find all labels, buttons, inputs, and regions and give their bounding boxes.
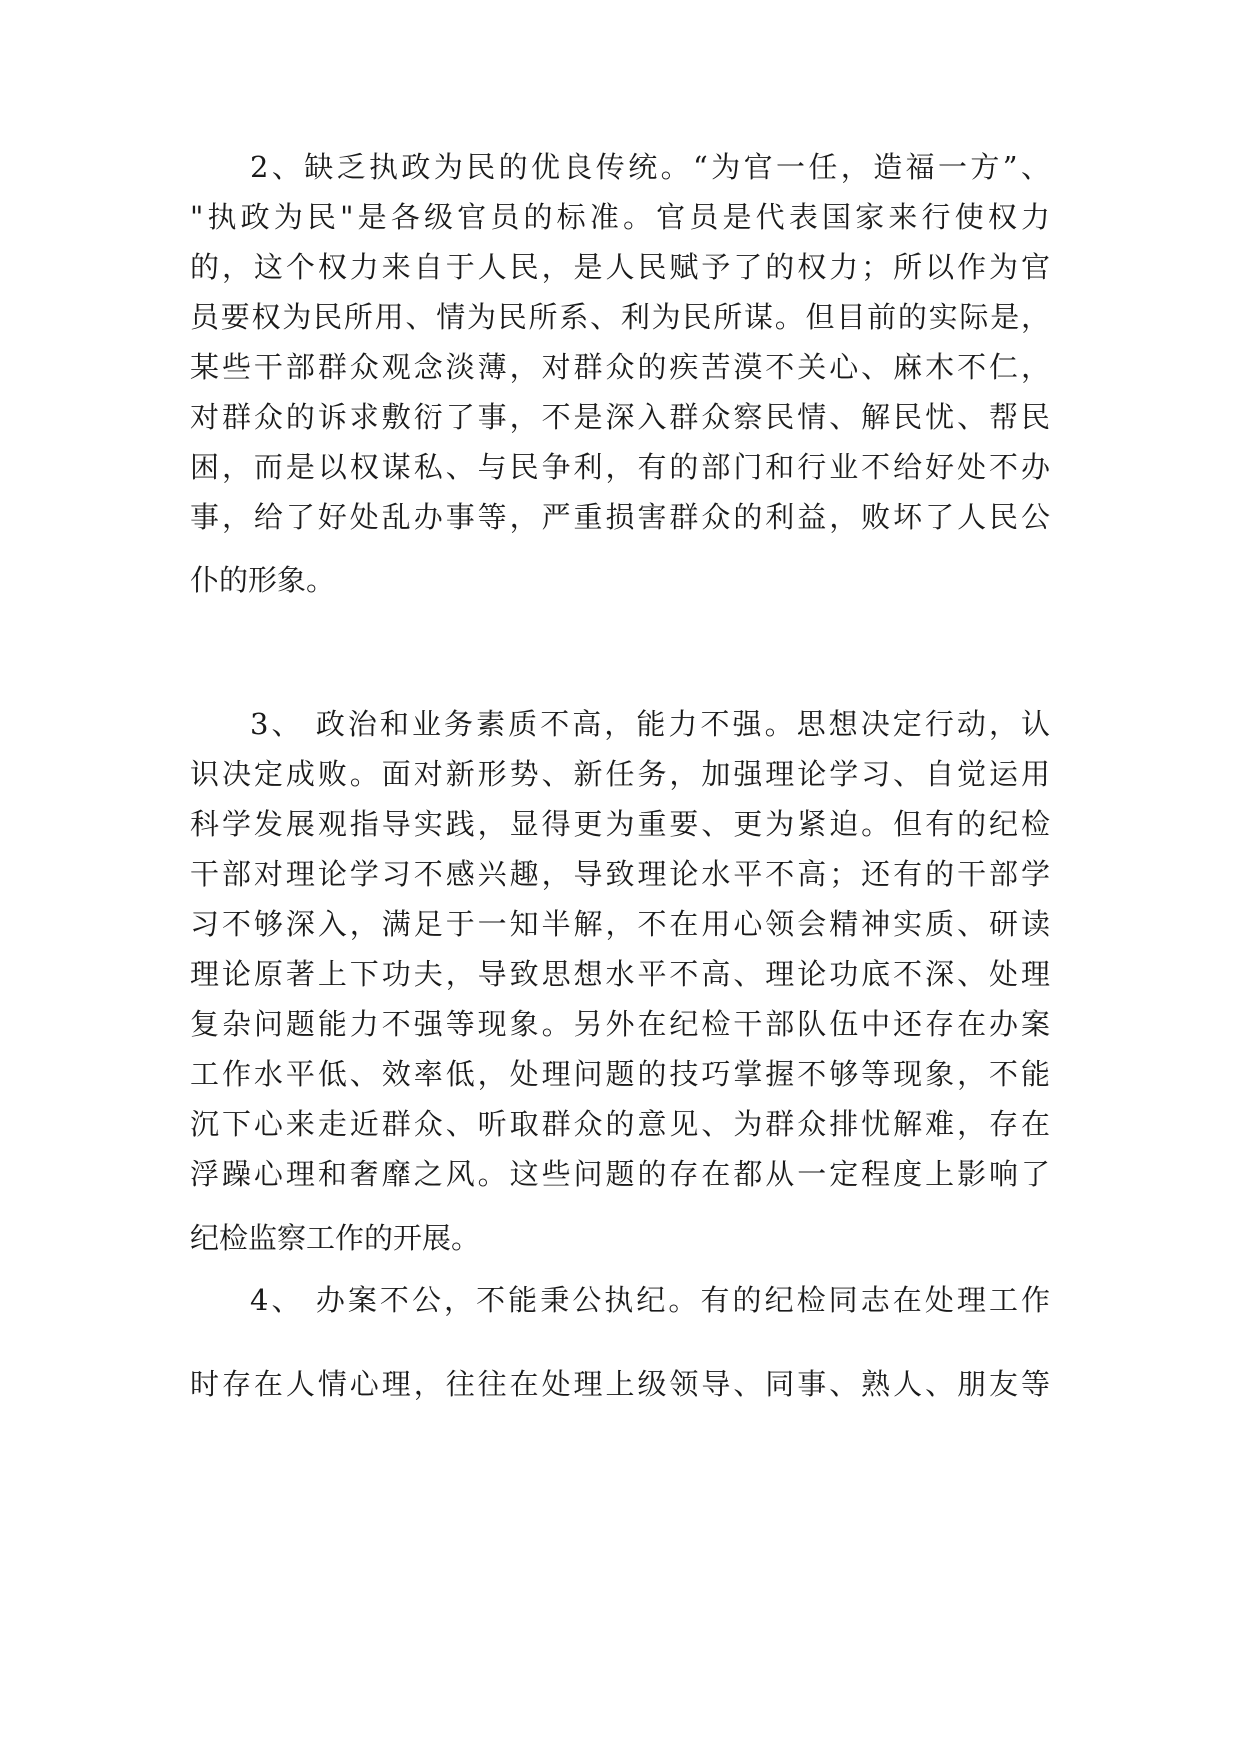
- paragraph-2-line-7: 困，而是以权谋私、与民争利，有的部门和行业不给好处不办: [190, 450, 1050, 484]
- paragraph-4-line-1: 4、 办案不公，不能秉公执纪。有的纪检同志在处理工作: [250, 1283, 1050, 1317]
- paragraph-3-line-3: 科学发展观指导实践，显得更为重要、更为紧迫。但有的纪检: [190, 807, 1050, 841]
- paragraph-3-line-11: 纪检监察工作的开展。: [190, 1221, 481, 1255]
- paragraph-3-line-10: 浮躁心理和奢靡之风。这些问题的存在都从一定程度上影响了: [190, 1157, 1050, 1191]
- paragraph-3-line-2: 识决定成败。面对新形势、新任务，加强理论学习、自觉运用: [190, 757, 1050, 791]
- paragraph-2-line-2: "执政为民"是各级官员的标准。官员是代表国家来行使权力: [190, 200, 1050, 234]
- paragraph-4-line-2: 时存在人情心理，往往在处理上级领导、同事、熟人、朋友等: [190, 1367, 1050, 1401]
- paragraph-2-line-3: 的，这个权力来自于人民，是人民赋予了的权力；所以作为官: [190, 250, 1050, 284]
- paragraph-2-line-5: 某些干部群众观念淡薄，对群众的疾苦漠不关心、麻木不仁，: [190, 350, 1050, 384]
- paragraph-3-line-9: 沉下心来走近群众、听取群众的意见、为群众排忧解难，存在: [190, 1107, 1050, 1141]
- paragraph-2-line-9: 仆的形象。: [190, 563, 336, 597]
- paragraph-3-line-7: 复杂问题能力不强等现象。另外在纪检干部队伍中还存在办案: [190, 1007, 1050, 1041]
- paragraph-3-line-6: 理论原著上下功夫，导致思想水平不高、理论功底不深、处理: [190, 957, 1050, 991]
- paragraph-2-line-6: 对群众的诉求敷衍了事，不是深入群众察民情、解民忧、帮民: [190, 400, 1050, 434]
- paragraph-3-line-4: 干部对理论学习不感兴趣，导致理论水平不高；还有的干部学: [190, 857, 1050, 891]
- paragraph-2-line-1: 2、缺乏执政为民的优良传统。“为官一任，造福一方”、: [250, 150, 1050, 184]
- paragraph-2-line-8: 事，给了好处乱办事等，严重损害群众的利益，败坏了人民公: [190, 500, 1050, 534]
- paragraph-3-line-1: 3、 政治和业务素质不高，能力不强。思想决定行动，认: [250, 707, 1050, 741]
- paragraph-3-line-8: 工作水平低、效率低，处理问题的技巧掌握不够等现象，不能: [190, 1057, 1050, 1091]
- paragraph-3-line-5: 习不够深入，满足于一知半解，不在用心领会精神实质、研读: [190, 907, 1050, 941]
- paragraph-2-line-4: 员要权为民所用、情为民所系、利为民所谋。但目前的实际是，: [190, 300, 1050, 334]
